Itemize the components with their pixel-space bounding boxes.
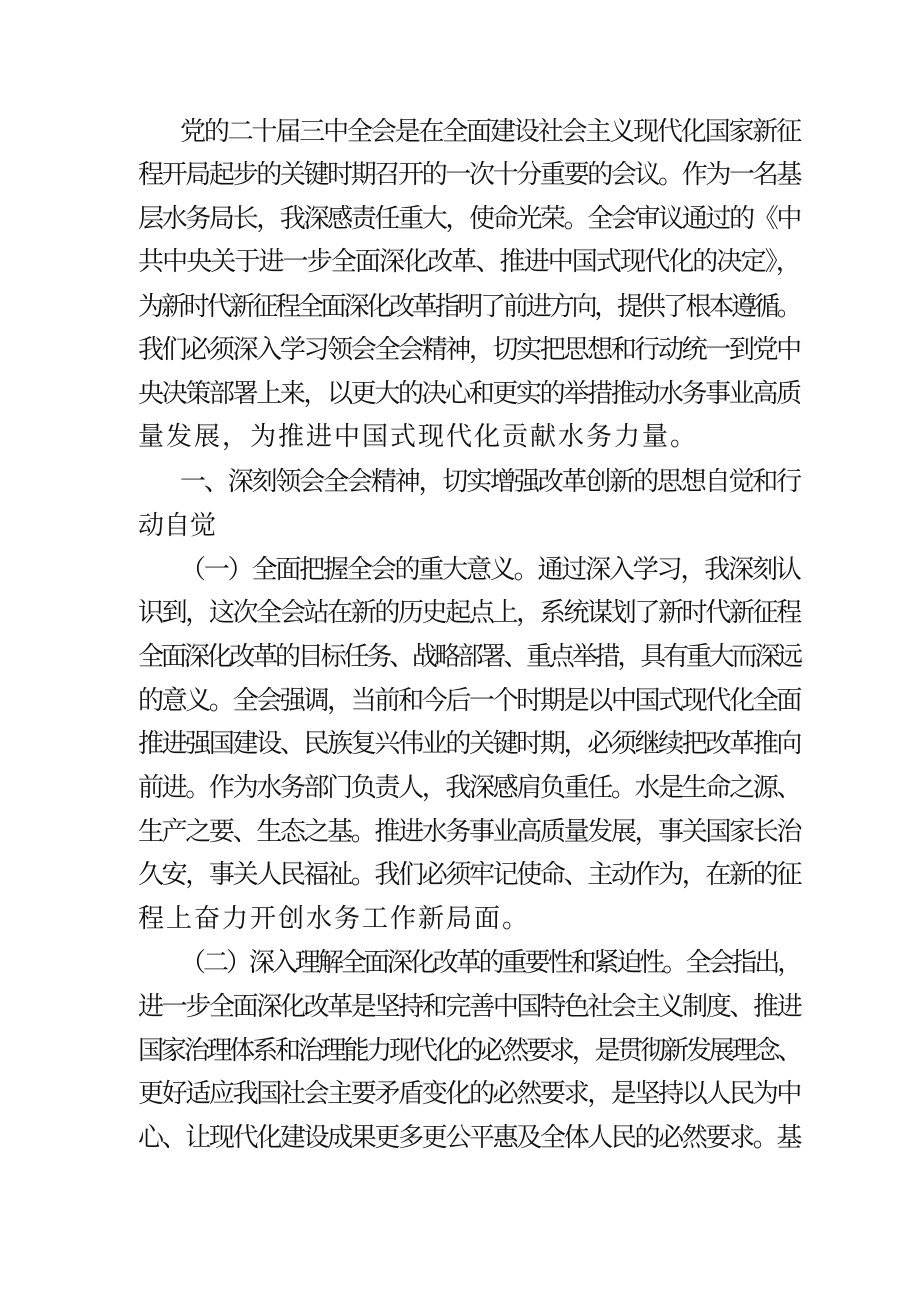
paragraph-3-line-7: 生产之要、生态之基。推进水务事业高质量发展，事关国家长治 xyxy=(138,817,801,847)
paragraph-3-line-1: （一）全面把握全会的重大意义。通过深入学习，我深刻认 xyxy=(180,555,800,585)
paragraph-1-line-3: 层水务局长，我深感责任重大，使命光荣。全会审议通过的《中 xyxy=(138,204,801,234)
paragraph-4-line-3: 国家治理体系和治理能力现代化的必然要求，是贯彻新发展理念、 xyxy=(138,1036,801,1066)
paragraph-4-line-5: 心、让现代化建设成果更多更公平惠及全体人民的必然要求。基 xyxy=(138,1123,801,1153)
paragraph-1-line-7: 央决策部署上来，以更大的决心和更实的举措推动水务事业高质 xyxy=(138,379,800,409)
paragraph-4-line-1: （二）深入理解全面深化改革的重要性和紧迫性。全会指出， xyxy=(180,948,801,978)
paragraph-3-line-5: 推进强国建设、民族复兴伟业的关键时期，必须继续把改革推向 xyxy=(138,729,801,759)
paragraph-1-line-5: 为新时代新征程全面深化改革指明了前进方向，提供了根本遵循。 xyxy=(138,292,800,322)
section-heading-line-1: 一、深刻领会全会精神，切实增强改革创新的思想自觉和行 xyxy=(180,467,801,497)
paragraph-1-line-6: 我们必须深入学习领会全会精神，切实把思想和行动统一到党中 xyxy=(138,335,800,365)
paragraph-3-line-8: 久安，事关人民福祉。我们必须牢记使命、主动作为，在新的征 xyxy=(138,860,801,890)
paragraph-3-line-6: 前进。作为水务部门负责人，我深感肩负重任。水是生命之源、 xyxy=(138,773,801,803)
paragraph-3-line-9: 程上奋力开创水务工作新局面。 xyxy=(138,904,531,934)
paragraph-4-line-2: 进一步全面深化改革是坚持和完善中国特色社会主义制度、推进 xyxy=(138,992,801,1022)
paragraph-1-line-1: 党的二十届三中全会是在全面建设社会主义现代化国家新征 xyxy=(180,117,801,147)
paragraph-3-line-2: 识到，这次全会站在新的历史起点上，系统谋划了新时代新征程 xyxy=(138,598,800,628)
paragraph-3-line-3: 全面深化改革的目标任务、战略部署、重点举措，具有重大而深远 xyxy=(138,642,801,672)
section-heading-line-2: 动自觉 xyxy=(138,511,217,541)
paragraph-4-line-4: 更好适应我国社会主要矛盾变化的必然要求，是坚持以人民为中 xyxy=(138,1079,801,1109)
paragraph-1-line-4: 共中央关于进一步全面深化改革、推进中国式现代化的决定》， xyxy=(138,247,800,277)
paragraph-1-line-8: 量发展，为推进中国式现代化贡献水务力量。 xyxy=(138,422,699,452)
paragraph-1-line-2: 程开局起步的关键时期召开的一次十分重要的会议。作为一名基 xyxy=(138,160,801,190)
paragraph-3-line-4: 的意义。全会强调，当前和今后一个时期是以中国式现代化全面 xyxy=(138,686,801,716)
